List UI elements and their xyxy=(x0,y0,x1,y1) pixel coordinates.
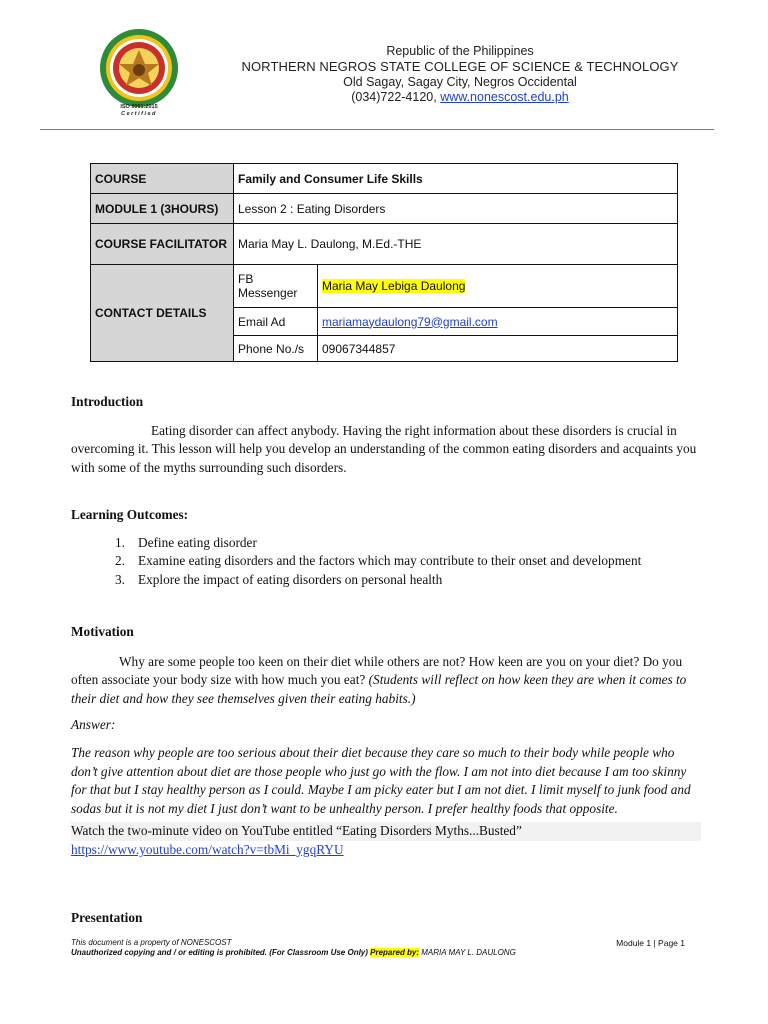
facilitator-label: COURSE FACILITATOR xyxy=(91,224,234,265)
iso-certification xyxy=(106,104,172,118)
prepared-by-label: Prepared by: xyxy=(370,948,420,957)
prepared-by-name: MARIA MAY L. DAULONG xyxy=(419,948,516,957)
institution-header xyxy=(180,44,740,105)
table-row xyxy=(91,164,678,194)
footer-copyright-line xyxy=(71,948,691,958)
motivation-heading: Motivation xyxy=(71,624,134,639)
certified-label: Certified xyxy=(121,111,157,117)
college-seal-logo xyxy=(99,28,179,108)
contact-line xyxy=(180,90,740,105)
watch-video-block xyxy=(71,822,701,859)
question-text: Why are some people too keen on their diet while others are not? How keen are you on your diet? Do you often associate your body size with how much you eat? xyxy=(71,653,683,688)
learning-outcomes-section xyxy=(71,506,701,589)
contact-label: CONTACT DETAILS xyxy=(91,265,234,362)
list-item xyxy=(71,534,701,553)
fb-label: FB Messenger xyxy=(234,265,318,308)
outcome-number: 1. xyxy=(115,534,125,550)
answer-label: Answer: xyxy=(71,717,116,733)
facilitator-value: Maria May L. Daulong, M.Ed.-THE xyxy=(234,224,678,265)
introduction-heading: Introduction xyxy=(71,394,144,409)
header-divider xyxy=(40,129,714,130)
list-item xyxy=(71,571,701,590)
table-row xyxy=(91,194,678,224)
phone-label: Phone No./s xyxy=(234,336,318,362)
outcome-number: 3. xyxy=(115,571,125,587)
college-address: Old Sagay, Sagay City, Negros Occidental xyxy=(343,75,577,89)
email-label: Email Ad xyxy=(234,308,318,336)
introduction-text: Eating disorder can affect anybody. Having the right information about these disorders is crucial in overcoming it. This lesson will help you develop an understanding of the common eating disorders and acquaints you with some of the myths surrounding such disorders. xyxy=(71,422,697,475)
outcome-text: Explore the impact of eating disorders on personal health xyxy=(138,571,443,587)
presentation-heading: Presentation xyxy=(71,910,143,925)
table-row xyxy=(91,224,678,265)
page-footer xyxy=(71,938,691,958)
motivation-question xyxy=(71,653,701,709)
answer-text: The reason why people are too serious about their diet because they care so much to their body while people who don’t give attention about diet are those people who just go with the flow. I am not into diet because I am too skinny for that but I stay healthy person as I could. Maybe I am picky eater but I am not diet. I limit myself to junk food and sodas but it is not my diet I just don’t want to be unhealthy person. I prefer healthy foods that opposite. xyxy=(71,744,691,816)
republic-line: Republic of the Philippines xyxy=(386,44,534,58)
youtube-video-link[interactable]: https://www.youtube.com/watch?v=tbMi_ygqRYU xyxy=(71,841,344,857)
motivation-section xyxy=(71,623,701,860)
college-name: NORTHERN NEGROS STATE COLLEGE OF SCIENCE & TECHNOLOGY xyxy=(241,59,679,74)
letterhead xyxy=(0,0,768,130)
college-phone: (034)722-4120, xyxy=(351,90,441,104)
phone-value: 09067344857 xyxy=(318,336,678,362)
outcome-text: Define eating disorder xyxy=(138,534,257,550)
course-value: Family and Consumer Life Skills xyxy=(234,164,678,194)
outcomes-list xyxy=(71,534,701,590)
list-item xyxy=(71,552,701,571)
fb-value: Maria May Lebiga Daulong xyxy=(322,279,466,293)
footer-copyright-text: Unauthorized copying and / or editing is prohibited. (For Classroom Use Only) xyxy=(71,948,371,957)
introduction-section xyxy=(71,393,701,477)
outcome-number: 2. xyxy=(115,553,125,569)
presentation-section xyxy=(71,909,701,928)
email-value-cell xyxy=(318,308,678,336)
footer-property-line: This document is a property of NONESCOST xyxy=(71,938,232,947)
watch-video-text: Watch the two-minute video on YouTube entitled “Eating Disorders Myths...Busted” xyxy=(71,822,701,841)
student-note: (Students will reflect on how keen they are when it comes to their diet and how they see themselves given their eating habits.) xyxy=(71,672,687,706)
fb-value-cell xyxy=(318,265,678,308)
course-info-table xyxy=(90,163,678,362)
course-label: COURSE xyxy=(91,164,234,194)
table-row xyxy=(91,265,678,308)
module-label: MODULE 1 (3HOURS) xyxy=(91,194,234,224)
outcome-text: Examine eating disorders and the factors which may contribute to their onset and development xyxy=(138,553,642,569)
module-value: Lesson 2 : Eating Disorders xyxy=(234,194,678,224)
iso-label: ISO 9001:2015 xyxy=(120,104,158,110)
college-website-link[interactable]: www.nonescost.edu.ph xyxy=(440,90,569,104)
page-number: Module 1 | Page 1 xyxy=(616,938,685,948)
email-link[interactable]: mariamaydaulong79@gmail.com xyxy=(322,314,498,329)
learning-outcomes-heading: Learning Outcomes: xyxy=(71,507,189,522)
